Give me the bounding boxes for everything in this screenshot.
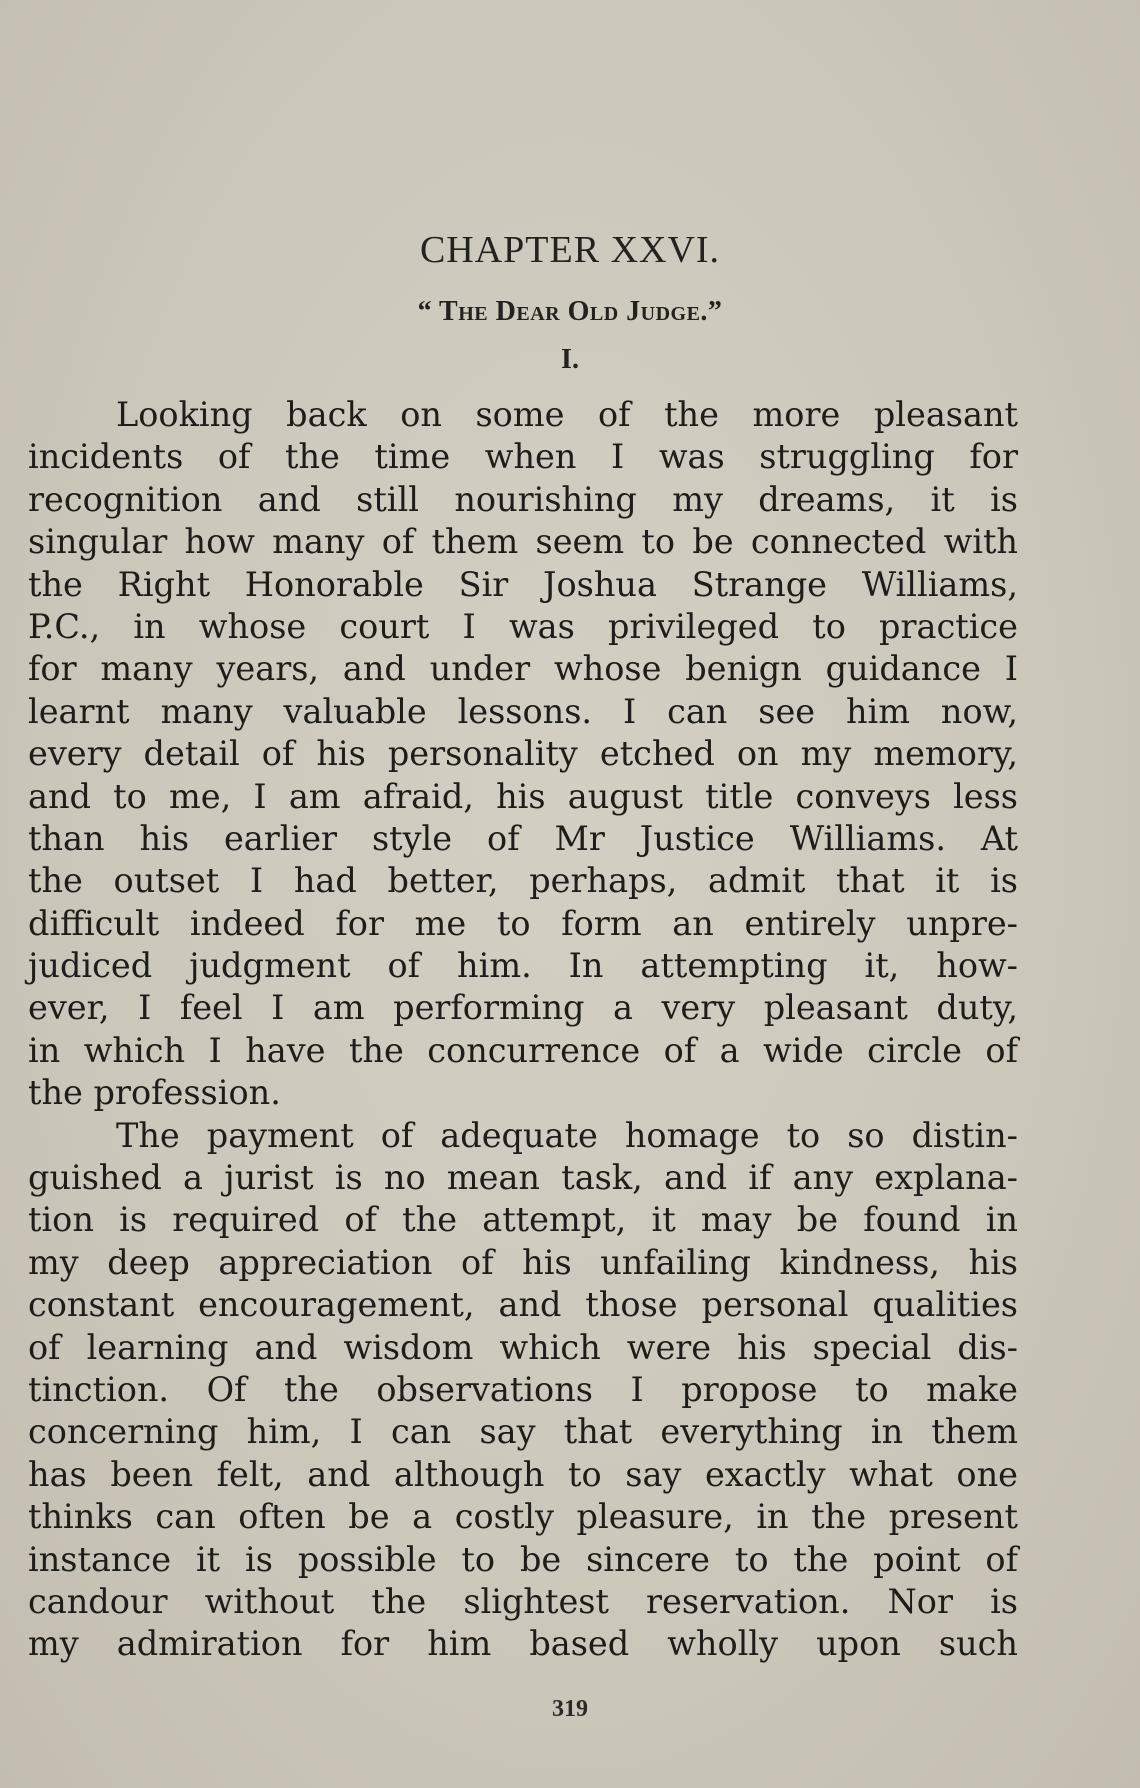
text-line: tinction. Of the observations I propose to make [28,1369,1018,1409]
text-line: incidents of the time when I was struggling for [28,437,1018,477]
text-line: the outset I had better, perhaps, admit that it is [28,861,1018,901]
text-line: Looking back on some of the more pleasant [116,395,1018,434]
text-line: thinks can often be a costly pleasure, in the present [28,1497,1018,1537]
text-line: than his earlier style of Mr Justice Williams. At [28,818,1018,858]
chapter-subtitle: “ The Dear Old Judge.” [417,296,723,327]
text-line: ever, I feel I am performing a very pleasant duty, [28,988,1018,1028]
text-line: The payment of adequate homage to so distin- [116,1115,1018,1155]
text-line: guished a jurist is no mean task, and if any explana- [28,1158,1018,1198]
text-line: constant encouragement, and those personal qualities [28,1285,1018,1325]
text-line: tion is required of the attempt, it may be found in [28,1200,1018,1240]
text-line: singular how many of them seem to be connected with [28,522,1018,562]
text-line: every detail of his personality etched on my memory, [28,734,1018,774]
text-line: concerning him, I can say that everything in them [28,1412,1018,1452]
section-number: I. [561,344,579,375]
text-line: difficult indeed for me to form an entirely unpre- [28,903,1018,943]
text-line: my admiration for him based wholly upon such [28,1624,1018,1664]
text-line: instance it is possible to be sincere to the point of [28,1539,1018,1579]
text-line: and to me, I am afraid, his august title conveys less [28,776,1018,816]
body-text [28,394,1018,1666]
text-line: learnt many valuable lessons. I can see him now, [28,691,1018,731]
page-number: 319 [552,1696,588,1722]
text-line: the Right Honorable Sir Joshua Strange Williams, [28,564,1018,604]
text-line: recognition and still nourishing my dreams, it is [28,479,1018,519]
text-line: judiced judgment of him. In attempting it, how- [28,946,1018,986]
text-line: P.C., in whose court I was privileged to practice [28,606,1018,646]
chapter-title: CHAPTER XXVI. [419,229,721,271]
text-line: has been felt, and although to say exactly what one [28,1454,1018,1494]
text-line: my deep appreciation of his unfailing kindness, his [28,1242,1018,1282]
text-line: of learning and wisdom which were his special dis- [28,1327,1018,1367]
text-line: in which I have the concurrence of a wide circle of [28,1030,1018,1070]
text-line: the profession. [28,1073,281,1113]
text-line: candour without the slightest reservation. Nor is [28,1581,1018,1621]
text-line: for many years, and under whose benign guidance I [28,649,1018,689]
